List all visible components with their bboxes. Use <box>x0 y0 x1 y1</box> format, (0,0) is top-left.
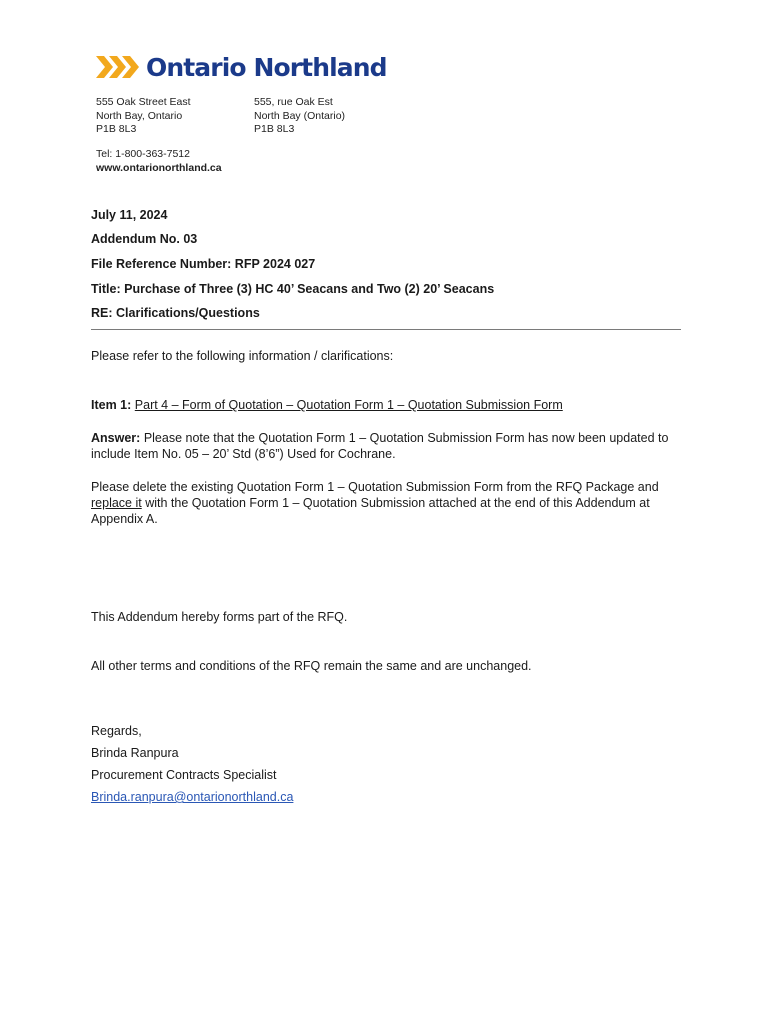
delete-instruction <box>91 479 681 527</box>
item-description: Part 4 – Form of Quotation – Quotation Form 1 – Quotation Submission Form <box>134 398 563 412</box>
address-french <box>254 96 345 137</box>
item-1 <box>91 397 681 413</box>
brand-name: Ontario Northland <box>146 52 387 82</box>
email-link[interactable]: Brinda.ranpura@ontarionorthland.ca <box>91 790 294 804</box>
address-line: North Bay, Ontario <box>96 109 183 122</box>
document-title: Title: Purchase of Three (3) HC 40’ Seacans and Two (2) 20’ Seacans <box>91 282 495 296</box>
address-line: 555, rue Oak Est <box>254 96 333 108</box>
address-line: P1B 8L3 <box>254 123 295 135</box>
file-reference: File Reference Number: RFP 2024 027 <box>91 257 316 271</box>
letter-date: July 11, 2024 <box>91 208 168 222</box>
chevron-logo-icon <box>96 52 142 82</box>
other-terms-text: All other terms and conditions of the RFQ remain the same and are unchanged. <box>91 659 532 673</box>
forms-part-text: This Addendum hereby forms part of the RFQ. <box>91 610 348 624</box>
replace-it-text: replace it <box>91 496 142 510</box>
answer-label: Answer: <box>91 431 141 445</box>
item-label: Item 1: <box>91 398 132 412</box>
phone-number: Tel: 1-800-363-7512 <box>96 148 190 160</box>
email-link-row <box>91 789 681 805</box>
ontario-northland-logo <box>96 50 387 84</box>
address-line: 555 Oak Street East <box>96 96 191 108</box>
re-line: RE: Clarifications/Questions <box>91 306 260 320</box>
instruction-text: Please delete the existing Quotation Form 1 – Quotation Submission Form from the RFQ Package and <box>91 480 659 494</box>
website: www.ontarionorthland.ca <box>96 161 222 174</box>
divider <box>91 329 681 330</box>
signer-role: Procurement Contracts Specialist <box>91 768 277 782</box>
answer-text: Please note that the Quotation Form 1 – Quotation Submission Form has now been updated to include Item No. 05 – 20’ Std (8’6”) Used for Cochrane. <box>91 431 669 461</box>
address-english <box>96 96 191 137</box>
answer <box>91 430 676 462</box>
signer-name: Brinda Ranpura <box>91 746 179 760</box>
contact-info <box>96 148 222 175</box>
addendum-number: Addendum No. 03 <box>91 232 198 246</box>
address-line: North Bay (Ontario) <box>254 109 346 122</box>
closing: Regards, <box>91 724 142 738</box>
intro-text: Please refer to the following information / clarifications: <box>91 349 394 363</box>
address-line: P1B 8L3 <box>96 123 137 135</box>
instruction-text-end: with the Quotation Form 1 – Quotation Submission attached at the end of this Addendum at Appendix A. <box>91 496 650 526</box>
